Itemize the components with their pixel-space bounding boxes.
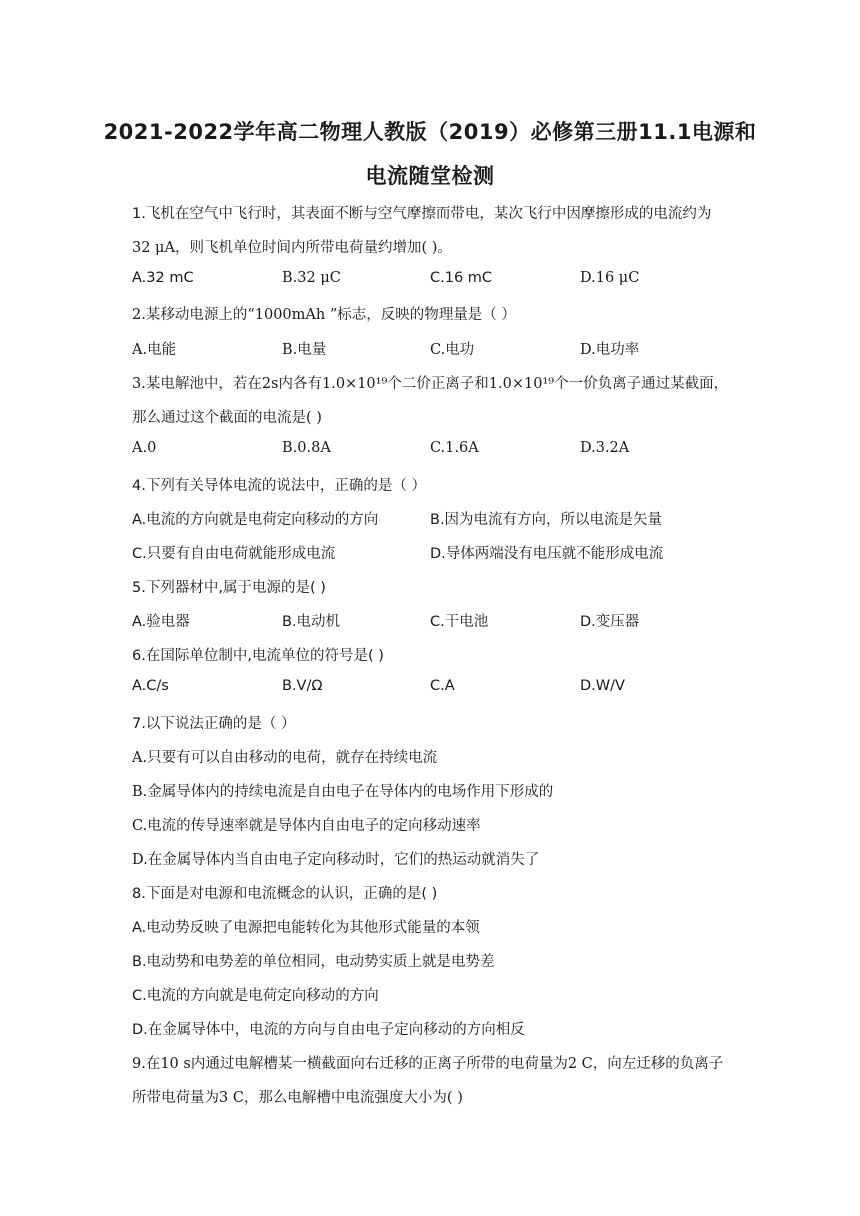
question-8-option-d: D.在金属导体中，电流的方向与自由电子定向移动的方向相反 xyxy=(132,1022,525,1038)
question-8-option-c: C.电流的方向就是电荷定向移动的方向 xyxy=(132,988,379,1004)
option-a: A.电流的方向就是电荷定向移动的方向 xyxy=(132,512,379,528)
question-7-option-d: D.在金属导体内当自由电子定向移动时，它们的热运动就消失了 xyxy=(132,852,540,868)
question-1-stem-line-2: 32 μA，则飞机单位时间内所带电荷量约增加( )。 xyxy=(132,240,452,256)
option-a: A.C/s xyxy=(132,678,169,694)
question-3-stem-line-2: 那么通过这个截面的电流是( ) xyxy=(132,410,322,426)
question-1-stem-line-1: 1.飞机在空气中飞行时，其表面不断与空气摩擦而带电，某次飞行中因摩擦形成的电流约为 xyxy=(132,206,712,222)
document-title-line-1: 2021-2022学年高二物理人教版（2019）必修第三册11.1电源和 xyxy=(103,120,757,144)
option-d: D.W/V xyxy=(580,678,625,694)
question-1-options xyxy=(132,270,732,290)
question-7-option-a: A.只要有可以自由移动的电荷，就存在持续电流 xyxy=(132,750,438,766)
question-8-option-b: B.电动势和电势差的单位相同，电动势实质上就是电势差 xyxy=(132,954,495,970)
option-b: B.32 μC xyxy=(282,270,341,286)
question-6-stem: 6.在国际单位制中,电流单位的符号是( ) xyxy=(132,648,384,664)
option-d: D.导体两端没有电压就不能形成电流 xyxy=(430,546,664,562)
question-7-option-c: C.电流的传导速率就是导体内自由电子的定向移动速率 xyxy=(132,818,481,834)
question-2-options xyxy=(132,338,732,358)
question-4-options-row-1 xyxy=(132,508,732,528)
question-2-stem: 2.某移动电源上的“1000mAh ”标志，反映的物理量是（ ） xyxy=(132,307,516,323)
option-c: C.电功 xyxy=(430,342,475,358)
option-a: A.32 mC xyxy=(132,270,194,286)
option-c: C.A xyxy=(430,678,455,694)
option-c: C.只要有自由电荷就能形成电流 xyxy=(132,546,336,562)
question-8-option-a: A.电动势反映了电源把电能转化为其他形式能量的本领 xyxy=(132,920,480,936)
document-title-line-2: 电流随堂检测 xyxy=(365,164,495,188)
question-9-stem-line-1: 9.在10 s内通过电解槽某一横截面向右迁移的正离子所带的电荷量为2 C，向左迁移的负离子 xyxy=(132,1056,724,1072)
option-d: D.16 μC xyxy=(580,270,640,286)
question-6-options xyxy=(132,678,732,698)
question-3-stem-line-1: 3.某电解池中，若在2s内各有1.0×10¹⁹个二价正离子和1.0×10¹⁹个一价负离子通过某截面， xyxy=(132,376,729,392)
question-4-options-row-2 xyxy=(132,542,732,562)
question-3-options xyxy=(132,440,732,460)
option-b: B.0.8A xyxy=(282,440,331,456)
option-d: D.电功率 xyxy=(580,342,640,358)
question-7-option-b: B.金属导体内的持续电流是自由电子在导体内的电场作用下形成的 xyxy=(132,784,554,800)
question-9-stem-line-2: 所带电荷量为3 C，那么电解槽中电流强度大小为( ) xyxy=(132,1090,463,1106)
option-b: B.V/Ω xyxy=(282,678,323,694)
option-b: B.因为电流有方向，所以电流是矢量 xyxy=(430,512,663,528)
option-a: A.0 xyxy=(132,440,157,456)
option-c: C.16 mC xyxy=(430,270,493,286)
option-d: D.3.2A xyxy=(580,440,630,456)
option-a: A.验电器 xyxy=(132,614,190,630)
question-5-options xyxy=(132,610,732,630)
question-8-stem: 8.下面是对电源和电流概念的认识，正确的是( ) xyxy=(132,886,438,902)
option-d: D.变压器 xyxy=(580,614,640,630)
question-7-stem: 7.以下说法正确的是（ ） xyxy=(132,716,296,732)
option-b: B.电量 xyxy=(282,342,327,358)
option-c: C.干电池 xyxy=(430,614,489,630)
option-a: A.电能 xyxy=(132,342,177,358)
option-b: B.电动机 xyxy=(282,614,341,630)
question-5-stem: 5.下列器材中,属于电源的是( ) xyxy=(132,580,326,596)
question-4-stem: 4.下列有关导体电流的说法中，正确的是（ ） xyxy=(132,478,426,494)
option-c: C.1.6A xyxy=(430,440,479,456)
